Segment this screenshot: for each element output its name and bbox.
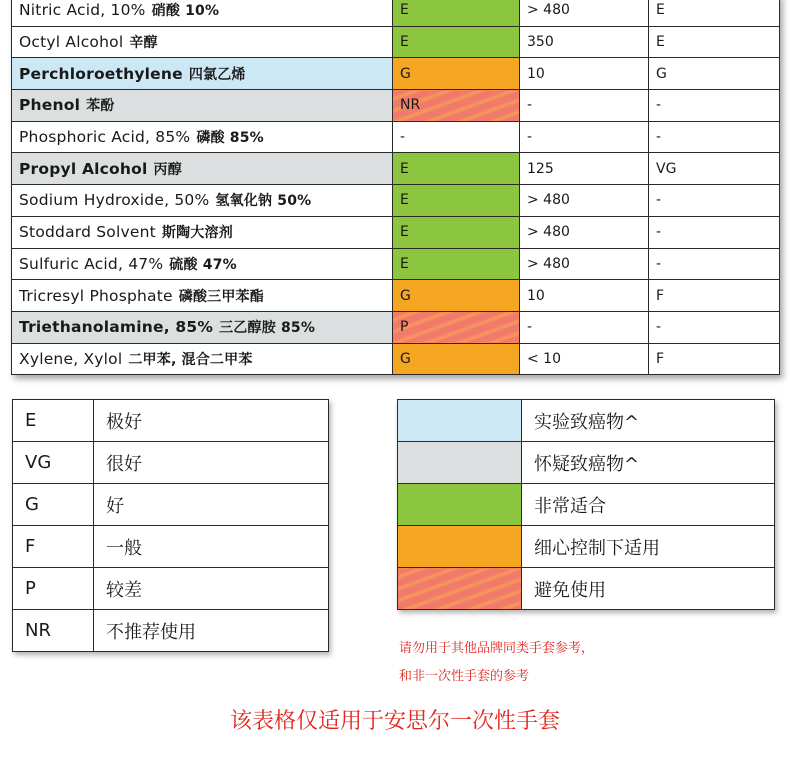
- breakthrough-time-cell: > 480: [520, 185, 649, 217]
- legend-row: [398, 526, 775, 568]
- rating-cell: E: [393, 0, 520, 26]
- table-row: [12, 248, 780, 280]
- chemical-name-cell: [12, 58, 393, 90]
- rating-meaning: 好: [94, 484, 329, 526]
- legend-row: [13, 442, 329, 484]
- breakthrough-time-cell: 125: [520, 153, 649, 185]
- rating-meaning: 一般: [94, 526, 329, 568]
- degradation-cell: E: [649, 26, 780, 58]
- chemical-name-cn: 磷酸三甲苯酯: [178, 288, 264, 305]
- table-row: [12, 280, 780, 312]
- chemical-name-en: Nitric Acid, 10%: [19, 1, 146, 20]
- legend-row: [398, 568, 775, 610]
- chemical-name-cn: 苯酚: [86, 98, 115, 115]
- breakthrough-time-cell: -: [520, 90, 649, 122]
- chemical-name-cell: [12, 280, 393, 312]
- rating-cell: G: [393, 280, 520, 312]
- rating-meaning: 较差: [94, 568, 329, 610]
- breakthrough-time-cell: > 480: [520, 0, 649, 26]
- chemical-name-cn: 硝酸 10%: [151, 3, 220, 20]
- table-row: [12, 26, 780, 58]
- breakthrough-time-cell: > 480: [520, 216, 649, 248]
- degradation-cell: G: [649, 58, 780, 90]
- chemical-name-cn: 四氯乙烯: [188, 66, 246, 83]
- chemical-name-en: Tricresyl Phosphate: [19, 286, 173, 305]
- degradation-cell: -: [649, 121, 780, 153]
- color-swatch: [398, 400, 522, 442]
- rating-code: P: [13, 568, 94, 610]
- legend-row: [13, 526, 329, 568]
- chemical-name-cell: [12, 311, 393, 343]
- chemical-name-cn: 辛醇: [129, 35, 158, 52]
- chemical-name-cn: 斯陶大溶剂: [161, 225, 233, 242]
- rating-cell: E: [393, 26, 520, 58]
- color-legend: [397, 399, 775, 610]
- table-row: [12, 216, 780, 248]
- rating-code: F: [13, 526, 94, 568]
- chemical-name-cn: 硫酸 47%: [169, 256, 237, 273]
- degradation-cell: -: [649, 248, 780, 280]
- table-row: [12, 0, 780, 26]
- color-swatch: [398, 568, 522, 610]
- breakthrough-time-cell: 10: [520, 58, 649, 90]
- color-meaning: 避免使用: [522, 568, 775, 610]
- chemical-name-en: Sodium Hydroxide, 50%: [19, 191, 210, 210]
- breakthrough-time-cell: < 10: [520, 343, 649, 375]
- rating-cell: E: [393, 185, 520, 217]
- color-swatch: [398, 442, 522, 484]
- rating-cell: P: [393, 311, 520, 343]
- rating-code: NR: [13, 610, 94, 652]
- chemical-name-cell: [12, 343, 393, 375]
- rating-cell: E: [393, 216, 520, 248]
- rating-code: E: [13, 400, 94, 442]
- degradation-cell: -: [649, 90, 780, 122]
- chemical-name-en: Sulfuric Acid, 47%: [19, 254, 164, 273]
- breakthrough-time-cell: > 480: [520, 248, 649, 280]
- usage-note-line-1: 请勿用于其他品牌同类手套参考，: [399, 641, 595, 656]
- chemical-name-en: Triethanolamine, 85%: [19, 318, 214, 337]
- rating-cell: E: [393, 248, 520, 280]
- legend-row: [13, 568, 329, 610]
- table-row: [12, 185, 780, 217]
- degradation-cell: VG: [649, 153, 780, 185]
- degradation-cell: F: [649, 343, 780, 375]
- chemical-name-cell: [12, 0, 393, 26]
- chemical-name-cell: [12, 121, 393, 153]
- degradation-cell: -: [649, 216, 780, 248]
- color-swatch: [398, 526, 522, 568]
- color-meaning: 实验致癌物^: [522, 400, 775, 442]
- chemical-name-en: Propyl Alcohol: [19, 159, 148, 178]
- chemical-name-cn: 氢氧化钠 50%: [215, 193, 312, 210]
- chemical-name-en: Phosphoric Acid, 85%: [19, 128, 191, 147]
- color-meaning: 非常适合: [522, 484, 775, 526]
- rating-cell: -: [393, 121, 520, 153]
- rating-meaning: 很好: [94, 442, 329, 484]
- chemical-name-cell: [12, 248, 393, 280]
- legend-row: [398, 484, 775, 526]
- usage-note-line-2: 和非一次性手套的参考: [399, 669, 530, 684]
- table-row: [12, 311, 780, 343]
- rating-cell: G: [393, 58, 520, 90]
- rating-meaning: 极好: [94, 400, 329, 442]
- chemical-name-cell: [12, 26, 393, 58]
- rating-code: G: [13, 484, 94, 526]
- chemical-name-cell: [12, 153, 393, 185]
- color-meaning: 怀疑致癌物^: [522, 442, 775, 484]
- legend-row: [13, 484, 329, 526]
- breakthrough-time-cell: 350: [520, 26, 649, 58]
- legend-row: [398, 442, 775, 484]
- color-swatch: [398, 484, 522, 526]
- table-row: [12, 343, 780, 375]
- rating-code: VG: [13, 442, 94, 484]
- chemical-name-cn: 二甲苯, 混合二甲苯: [128, 351, 253, 368]
- degradation-cell: F: [649, 280, 780, 312]
- degradation-cell: -: [649, 185, 780, 217]
- breakthrough-time-cell: -: [520, 311, 649, 343]
- chemical-name-cell: [12, 90, 393, 122]
- breakthrough-time-cell: -: [520, 121, 649, 153]
- chemical-name-cell: [12, 216, 393, 248]
- table-row: [12, 90, 780, 122]
- rating-meaning: 不推荐使用: [94, 610, 329, 652]
- chemical-name-cell: [12, 185, 393, 217]
- chemical-name-cn: 丙醇: [153, 161, 182, 178]
- chemical-name-en: Phenol: [19, 96, 81, 115]
- legend-row: [398, 400, 775, 442]
- breakthrough-time-cell: 10: [520, 280, 649, 312]
- footer-note: 该表格仅适用于安思尔一次性手套: [229, 709, 560, 734]
- table-row: [12, 121, 780, 153]
- degradation-cell: E: [649, 0, 780, 26]
- color-meaning: 细心控制下适用: [522, 526, 775, 568]
- chemical-name-en: Perchloroethylene: [19, 64, 183, 83]
- chemical-name-cn: 磷酸 85%: [196, 130, 264, 147]
- rating-cell: NR: [393, 90, 520, 122]
- rating-cell: G: [393, 343, 520, 375]
- chemical-name-cn: 三乙醇胺 85%: [219, 320, 316, 337]
- degradation-cell: -: [649, 311, 780, 343]
- chemical-name-en: Xylene, Xylol: [19, 349, 123, 368]
- table-row: [12, 58, 780, 90]
- legend-row: [13, 610, 329, 652]
- chemical-resistance-table: [11, 0, 780, 375]
- chemical-table-body: [12, 0, 780, 375]
- rating-cell: E: [393, 153, 520, 185]
- legend-row: [13, 400, 329, 442]
- rating-legend: [12, 399, 329, 652]
- chemical-name-en: Stoddard Solvent: [19, 223, 156, 242]
- chemical-name-en: Octyl Alcohol: [19, 33, 124, 52]
- table-row: [12, 153, 780, 185]
